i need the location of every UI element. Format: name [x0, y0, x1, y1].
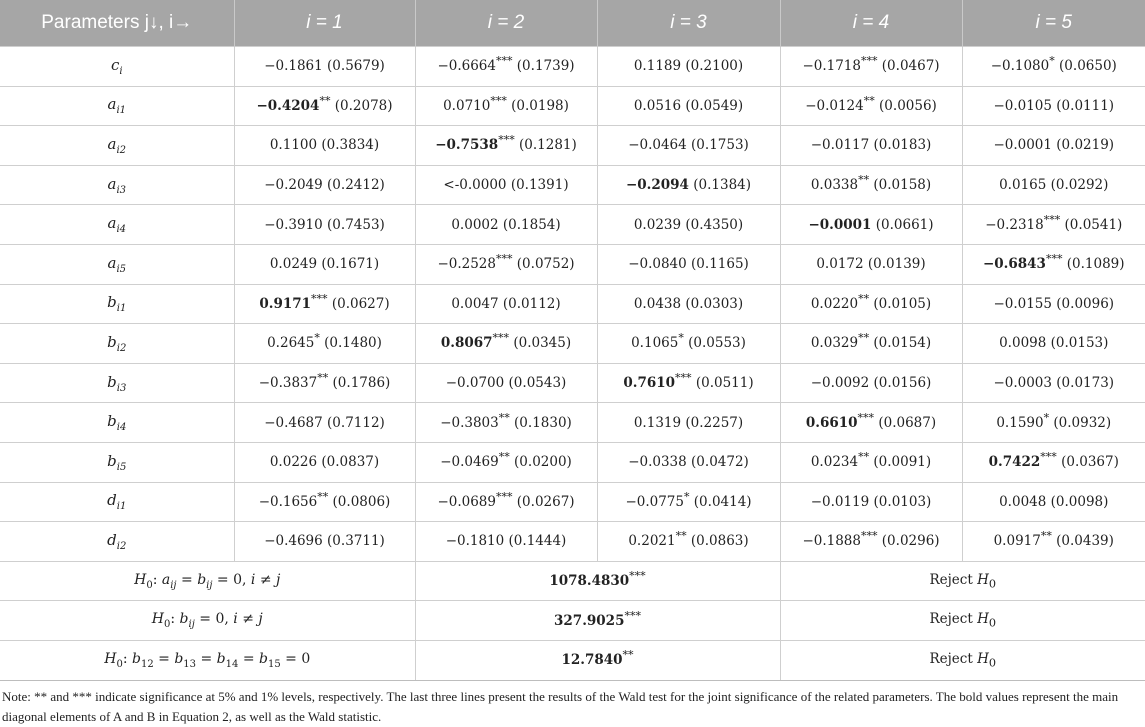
- parameter-label: $a_{i1}$: [0, 86, 234, 126]
- table-row: [0, 482, 1145, 522]
- table-row: [0, 205, 1145, 245]
- estimate-cell: 0.0516 (0.0549): [597, 86, 780, 126]
- estimate-cell: −0.0105 (0.0111): [962, 86, 1145, 126]
- estimate-cell: −0.3910 (0.7453): [234, 205, 415, 245]
- wald-statistic-3: 12.7840**: [415, 640, 780, 680]
- table-row: [0, 403, 1145, 443]
- table-row: [0, 522, 1145, 562]
- header-col-4: i = 4: [780, 0, 962, 47]
- parameter-label: $c_i$: [0, 47, 234, 87]
- parameter-label: $b_{i3}$: [0, 363, 234, 403]
- estimate-cell: −0.0003 (0.0173): [962, 363, 1145, 403]
- wald-decision-2: Reject $H_0$: [780, 601, 1145, 641]
- parameter-label: $a_{i3}$: [0, 165, 234, 205]
- estimate-cell: 0.1319 (0.2257): [597, 403, 780, 443]
- table-row: [0, 126, 1145, 166]
- estimate-cell: −0.2049 (0.2412): [234, 165, 415, 205]
- estimate-cell: 0.0239 (0.4350): [597, 205, 780, 245]
- estimate-cell: 0.0338** (0.0158): [780, 165, 962, 205]
- estimate-cell: −0.0119 (0.0103): [780, 482, 962, 522]
- header-col-3: i = 3: [597, 0, 780, 47]
- estimate-cell: −0.0689*** (0.0267): [415, 482, 597, 522]
- parameter-label: $a_{i5}$: [0, 244, 234, 284]
- estimate-cell: 0.0710*** (0.0198): [415, 86, 597, 126]
- header-col-2: i = 2: [415, 0, 597, 47]
- estimate-cell: 0.0048 (0.0098): [962, 482, 1145, 522]
- parameter-label: $b_{i5}$: [0, 442, 234, 482]
- table-row: [0, 86, 1145, 126]
- parameter-label: $d_{i1}$: [0, 482, 234, 522]
- estimate-cell: −0.1888*** (0.0296): [780, 522, 962, 562]
- header-col-5: i = 5: [962, 0, 1145, 47]
- table-row: [0, 244, 1145, 284]
- estimate-cell: −0.3803** (0.1830): [415, 403, 597, 443]
- wald-row-2: [0, 601, 1145, 641]
- parameter-label: $b_{i2}$: [0, 324, 234, 364]
- wald-statistic-2: 327.9025***: [415, 601, 780, 641]
- estimate-cell: −0.0117 (0.0183): [780, 126, 962, 166]
- estimate-cell: 0.7610*** (0.0511): [597, 363, 780, 403]
- estimate-cell: −0.6843*** (0.1089): [962, 244, 1145, 284]
- estimate-cell: 0.1590* (0.0932): [962, 403, 1145, 443]
- estimate-cell: −0.0155 (0.0096): [962, 284, 1145, 324]
- table-row: [0, 442, 1145, 482]
- estimate-cell: <-0.0000 (0.1391): [415, 165, 597, 205]
- estimate-cell: 0.7422*** (0.0367): [962, 442, 1145, 482]
- table-row: [0, 284, 1145, 324]
- parameter-label: $b_{i4}$: [0, 403, 234, 443]
- estimate-cell: −0.2318*** (0.0541): [962, 205, 1145, 245]
- estimate-cell: −0.1656** (0.0806): [234, 482, 415, 522]
- header-col-1: i = 1: [234, 0, 415, 47]
- estimate-cell: 0.2021** (0.0863): [597, 522, 780, 562]
- wald-row-1: [0, 561, 1145, 601]
- estimate-cell: 0.1189 (0.2100): [597, 47, 780, 87]
- estimate-cell: −0.0840 (0.1165): [597, 244, 780, 284]
- estimate-cell: −0.1080* (0.0650): [962, 47, 1145, 87]
- estimate-cell: −0.0464 (0.1753): [597, 126, 780, 166]
- wald-row-3: [0, 640, 1145, 680]
- estimate-cell: 0.0220** (0.0105): [780, 284, 962, 324]
- table-row: [0, 324, 1145, 364]
- estimate-cell: −0.0700 (0.0543): [415, 363, 597, 403]
- estimate-cell: 0.0002 (0.1854): [415, 205, 597, 245]
- estimate-cell: 0.0165 (0.0292): [962, 165, 1145, 205]
- wald-hypothesis-2: $H_0$: $b_{ij} = 0$, i ≠ j: [0, 601, 415, 641]
- estimate-cell: −0.0124** (0.0056): [780, 86, 962, 126]
- wald-hypothesis-1: $H_0$: $a_{ij} = b_{ij} = 0$, i ≠ j: [0, 561, 415, 601]
- header-row: [0, 0, 1145, 47]
- table-row: [0, 165, 1145, 205]
- estimate-cell: −0.4687 (0.7112): [234, 403, 415, 443]
- estimate-cell: −0.2528*** (0.0752): [415, 244, 597, 284]
- estimate-cell: −0.6664*** (0.1739): [415, 47, 597, 87]
- estimate-cell: −0.0775* (0.0414): [597, 482, 780, 522]
- estimate-cell: 0.6610*** (0.0687): [780, 403, 962, 443]
- table-note: Note: ** and *** indicate significance at 5% and 1% levels, respectively. The last three lines present the results of the Wald test for the joint significance of the related parameters. The bold values represent the main diagonal elements of A and B in Equation 2, as well as the Wald statistic.: [2, 688, 1119, 724]
- estimate-cell: −0.1810 (0.1444): [415, 522, 597, 562]
- estimate-cell: −0.0338 (0.0472): [597, 442, 780, 482]
- estimate-cell: −0.1861 (0.5679): [234, 47, 415, 87]
- estimate-cell: −0.0001 (0.0661): [780, 205, 962, 245]
- wald-decision-3: Reject $H_0$: [780, 640, 1145, 680]
- estimate-cell: −0.7538*** (0.1281): [415, 126, 597, 166]
- estimate-cell: 0.2645* (0.1480): [234, 324, 415, 364]
- estimate-cell: −0.1718*** (0.0467): [780, 47, 962, 87]
- estimate-cell: 0.0234** (0.0091): [780, 442, 962, 482]
- parameter-label: $a_{i4}$: [0, 205, 234, 245]
- estimate-cell: 0.0098 (0.0153): [962, 324, 1145, 364]
- parameter-label: $a_{i2}$: [0, 126, 234, 166]
- estimate-cell: 0.1100 (0.3834): [234, 126, 415, 166]
- wald-decision-1: Reject $H_0$: [780, 561, 1145, 601]
- estimate-cell: 0.0917** (0.0439): [962, 522, 1145, 562]
- estimate-cell: 0.9171*** (0.0627): [234, 284, 415, 324]
- table-row: [0, 47, 1145, 87]
- parameter-label: $b_{i1}$: [0, 284, 234, 324]
- estimate-cell: 0.8067*** (0.0345): [415, 324, 597, 364]
- estimate-cell: 0.0226 (0.0837): [234, 442, 415, 482]
- header-parameters: Parameters j↓, i→: [0, 0, 234, 47]
- estimate-cell: 0.0047 (0.0112): [415, 284, 597, 324]
- estimate-cell: −0.2094 (0.1384): [597, 165, 780, 205]
- estimate-cell: −0.0469** (0.0200): [415, 442, 597, 482]
- estimate-cell: −0.3837** (0.1786): [234, 363, 415, 403]
- table-row: [0, 363, 1145, 403]
- estimate-cell: 0.0438 (0.0303): [597, 284, 780, 324]
- estimate-cell: −0.0092 (0.0156): [780, 363, 962, 403]
- estimate-cell: 0.0172 (0.0139): [780, 244, 962, 284]
- wald-hypothesis-3: $H_0$: $b_{12} = b_{13} = b_{14} = b_{15} = 0$: [0, 640, 415, 680]
- estimate-cell: 0.0329** (0.0154): [780, 324, 962, 364]
- estimate-cell: −0.4696 (0.3711): [234, 522, 415, 562]
- estimate-cell: 0.0249 (0.1671): [234, 244, 415, 284]
- estimate-cell: −0.0001 (0.0219): [962, 126, 1145, 166]
- estimate-cell: 0.1065* (0.0553): [597, 324, 780, 364]
- estimate-cell: −0.4204** (0.2078): [234, 86, 415, 126]
- parameter-label: $d_{i2}$: [0, 522, 234, 562]
- wald-statistic-1: 1078.4830***: [415, 561, 780, 601]
